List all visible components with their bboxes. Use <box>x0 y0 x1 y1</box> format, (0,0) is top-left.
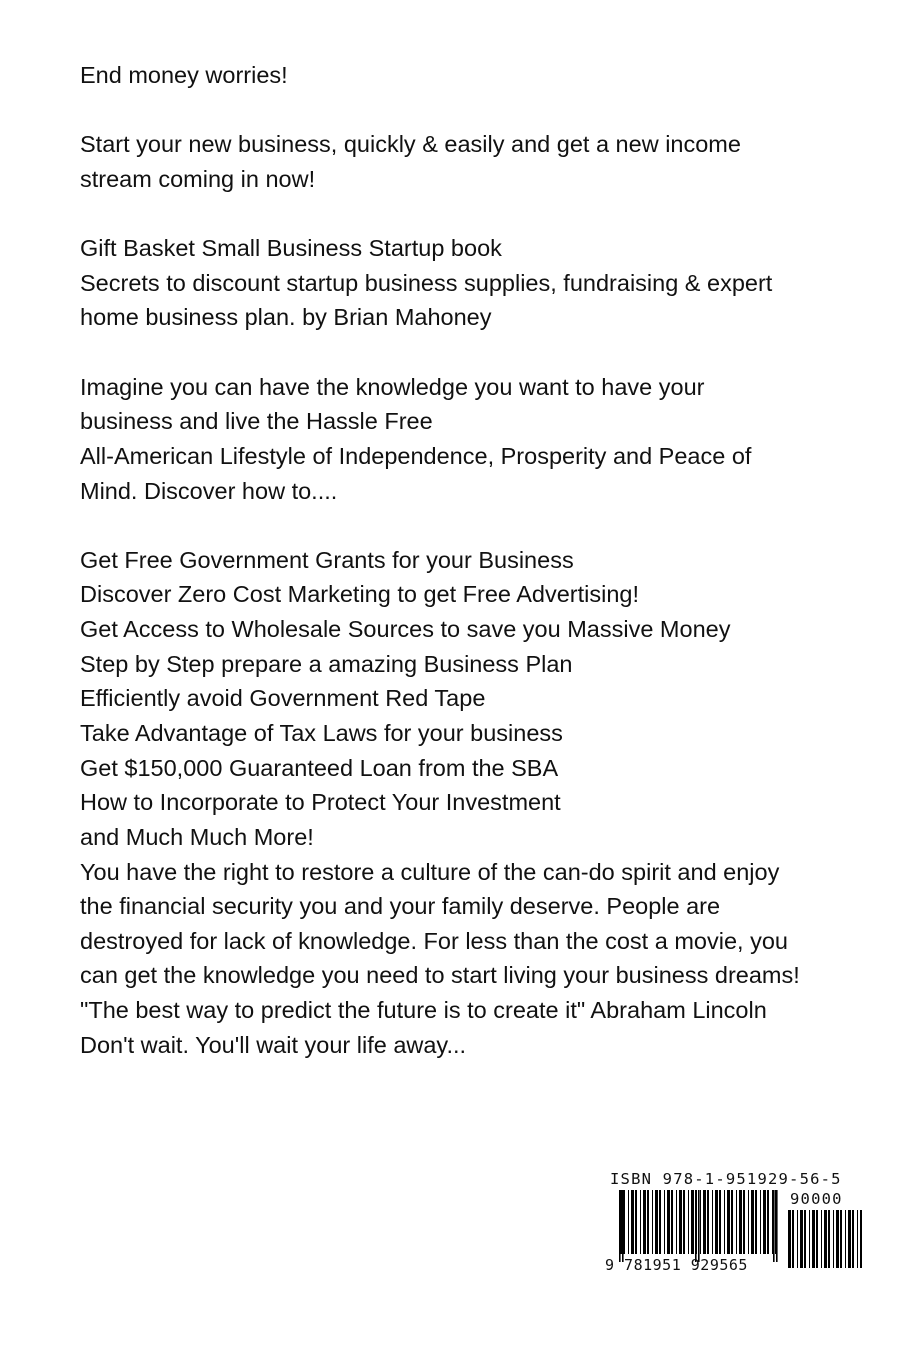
benefit-item: How to Incorporate to Protect Your Investment <box>80 789 561 815</box>
isbn-label: ISBN 978-1-951929-56-5 <box>610 1170 842 1188</box>
final-line: Don't wait. You'll wait your life away... <box>80 1032 467 1058</box>
benefit-item: Take Advantage of Tax Laws for your business <box>80 720 563 746</box>
benefit-item: Efficiently avoid Government Red Tape <box>80 685 486 711</box>
closing-line-4: can get the knowledge you need to start living your business dreams! <box>80 962 800 988</box>
price-code: 90000 <box>790 1190 843 1208</box>
ean-digits: 9 781951 929565 <box>605 1256 748 1274</box>
benefit-item: and Much Much More! <box>80 824 314 850</box>
benefit-item: Discover Zero Cost Marketing to get Free Advertising! <box>80 581 639 607</box>
book-subtitle-1: Secrets to discount startup business supplies, fundraising & expert <box>80 270 773 296</box>
headline: End money worries! <box>80 62 288 88</box>
closing-line-1: You have the right to restore a culture of the can-do spirit and enjoy <box>80 859 780 885</box>
benefit-item: Get $150,000 Guaranteed Loan from the SBA <box>80 755 559 781</box>
imagine-line-3: All-American Lifestyle of Independence, Prosperity and Peace of <box>80 443 752 469</box>
imagine-line-1: Imagine you can have the knowledge you want to have your <box>80 374 705 400</box>
intro-line-1: Start your new business, quickly & easily and get a new income <box>80 131 741 157</box>
book-subtitle-2: home business plan. by Brian Mahoney <box>80 304 492 330</box>
closing-line-3: destroyed for lack of knowledge. For less than the cost a movie, you <box>80 928 788 954</box>
intro-line-2: stream coming in now! <box>80 166 316 192</box>
lincoln-quote: "The best way to predict the future is to create it" Abraham Lincoln <box>80 997 767 1023</box>
benefit-item: Get Free Government Grants for your Business <box>80 547 574 573</box>
benefit-item: Step by Step prepare a amazing Business Plan <box>80 651 573 677</box>
benefit-item: Get Access to Wholesale Sources to save you Massive Money <box>80 616 731 642</box>
isbn-barcode <box>605 1170 867 1275</box>
imagine-line-2: business and live the Hassle Free <box>80 408 433 434</box>
imagine-line-4: Mind. Discover how to.... <box>80 478 338 504</box>
book-title: Gift Basket Small Business Startup book <box>80 235 502 261</box>
closing-line-2: the financial security you and your family deserve. People are <box>80 893 721 919</box>
